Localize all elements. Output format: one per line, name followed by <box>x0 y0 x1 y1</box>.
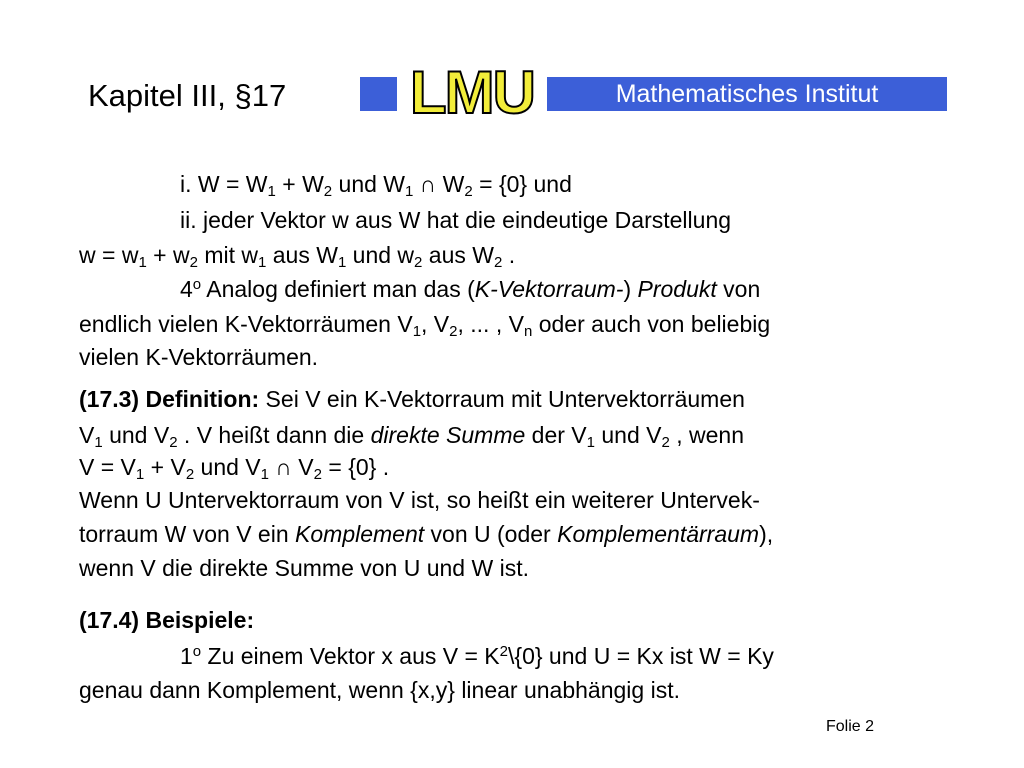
text-line-5 <box>79 309 770 339</box>
subscript: 1 <box>412 323 422 340</box>
text-run: , V <box>421 311 450 337</box>
text-run: ∩ W <box>413 171 465 197</box>
text-run: von U (oder <box>424 521 558 547</box>
text-run: Analog definiert man das ( <box>201 276 475 302</box>
text-run: ) <box>623 276 638 302</box>
italic-term: direkte Summe <box>370 422 526 448</box>
text-run: ), <box>759 521 774 547</box>
subscript: 2 <box>323 183 333 200</box>
text-run: + W <box>275 171 324 197</box>
subscript: 2 <box>169 434 178 451</box>
text-run: = {0} und <box>472 171 572 197</box>
text-run: und W <box>332 171 406 197</box>
examples-heading: (17.4) Beispiele: <box>79 607 255 633</box>
italic-term: Komplement <box>295 521 425 547</box>
subscript: 2 <box>185 466 195 483</box>
italic-term: Komplementärraum <box>557 521 760 547</box>
text-run: . <box>502 242 516 268</box>
subscript: 2 <box>464 183 473 200</box>
definition-line-4: Wenn U Untervektorraum von V ist, so heißt ein weiterer Untervek- <box>79 487 760 513</box>
subscript: n <box>523 323 533 340</box>
text-run: Sei V ein K-Vektorraum mit Untervektorräumen <box>259 386 745 412</box>
subscript: 2 <box>414 254 423 271</box>
text-line-2: ii. jeder Vektor w aus W hat die eindeutige Darstellung <box>180 207 732 233</box>
text-run: V = V <box>79 454 136 480</box>
chapter-title: Kapitel III, §17 <box>88 78 287 113</box>
subscript: 1 <box>135 466 145 483</box>
subscript: 1 <box>260 466 269 483</box>
subscript: 2 <box>449 323 458 340</box>
subscript: 2 <box>493 254 503 271</box>
text-run: oder auch von beliebig <box>532 311 771 337</box>
subscript: 2 <box>313 466 322 483</box>
text-run: und V <box>595 422 662 448</box>
subscript: 1 <box>586 434 595 451</box>
subscript: 1 <box>337 254 347 271</box>
logo-lettering: LMU <box>410 59 534 126</box>
text-line-6: vielen K-Vektorräumen. <box>79 344 319 370</box>
text-run: , ... , V <box>457 311 524 337</box>
institute-banner: Mathematisches Institut <box>547 77 947 111</box>
text-line-1 <box>180 169 572 199</box>
text-run: = {0} . <box>322 454 390 480</box>
logo-blue-square <box>360 77 397 111</box>
example-line-2: genau dann Komplement, wenn {x,y} linear unabhängig ist. <box>79 677 680 703</box>
text-run: von <box>716 276 761 302</box>
superscript: 2 <box>499 643 508 660</box>
definition-line-3 <box>79 452 389 482</box>
text-run: und V <box>194 454 261 480</box>
text-run: und w <box>346 242 415 268</box>
text-run: und V <box>102 422 170 448</box>
text-run: + V <box>144 454 186 480</box>
subscript: 2 <box>661 434 670 451</box>
definition-line-5 <box>79 519 773 549</box>
text-line-3 <box>79 240 515 270</box>
text-run: Zu einem Vektor x aus V = K <box>201 643 500 669</box>
italic-term: Produkt <box>637 276 717 302</box>
text-run: der V <box>525 422 587 448</box>
definition-line-6: wenn V die direkte Summe von U und W ist. <box>79 555 529 581</box>
subscript: 2 <box>189 254 198 271</box>
text-run: 1 <box>180 643 193 669</box>
text-run: + w <box>146 242 190 268</box>
text-run: torraum W von V ein <box>79 521 296 547</box>
subscript: 1 <box>94 434 103 451</box>
subscript: 1 <box>258 254 267 271</box>
text-run: i. W = W <box>180 171 268 197</box>
text-run: aus W <box>422 242 494 268</box>
text-run: , wenn <box>669 422 744 448</box>
text-run: \{0} und U = Kx ist W = Ky <box>508 643 774 669</box>
definition-heading: (17.3) Definition: <box>79 386 260 412</box>
text-run: w = w <box>79 242 139 268</box>
italic-term: K-Vektorraum- <box>474 276 624 302</box>
definition-line-2 <box>79 420 744 450</box>
superscript: o <box>192 643 202 660</box>
text-run: 4 <box>180 276 193 302</box>
subscript: 1 <box>138 254 147 271</box>
text-run: . V heißt dann die <box>177 422 371 448</box>
text-line-4 <box>180 274 760 304</box>
subscript: 1 <box>267 183 276 200</box>
example-line-1 <box>180 641 774 671</box>
text-run: V <box>79 422 95 448</box>
text-run: aus W <box>266 242 338 268</box>
text-run: ∩ V <box>269 454 314 480</box>
subscript: 1 <box>405 183 414 200</box>
slide-number: Folie 2 <box>826 718 875 735</box>
superscript: o <box>192 276 202 293</box>
definition-line-1 <box>79 384 745 414</box>
text-run: endlich vielen K-Vektorräumen V <box>79 311 413 337</box>
text-run: mit w <box>197 242 259 268</box>
